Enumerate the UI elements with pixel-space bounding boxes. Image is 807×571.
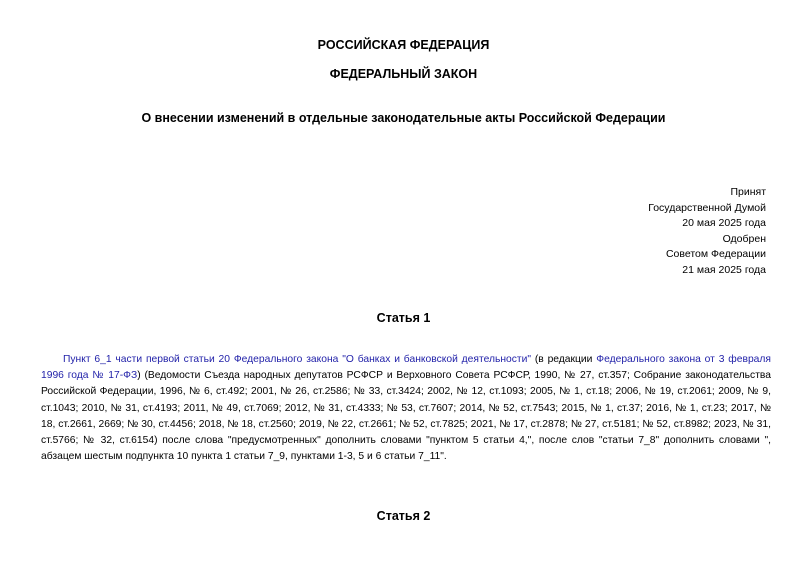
law-title: О внесении изменений в отдельные законодательные акты Российской Федерации — [141, 111, 666, 125]
adoption-line-duma-date: 20 мая 2025 года — [682, 217, 766, 229]
adoption-block — [648, 185, 766, 278]
adoption-line-approved: Одобрен — [722, 232, 766, 245]
law-link-banks[interactable]: Пункт 6_1 части первой статьи 20 Федерального закона "О банках и банковской деятельности" — [63, 354, 532, 365]
article-2-heading: Статья 2 — [376, 509, 431, 523]
country-heading: РОССИЙСКАЯ ФЕДЕРАЦИЯ — [317, 38, 490, 52]
document-type-heading: ФЕДЕРАЛЬНЫЙ ЗАКОН — [329, 67, 478, 81]
article-1-heading: Статья 1 — [376, 311, 431, 325]
law-link-amendment[interactable]: Федерального закона от 3 февраля 1996 года № 17-ФЗ — [41, 354, 771, 382]
adoption-line-council-date: 21 мая 2025 года — [682, 263, 766, 276]
article-1-text-part-1: (в редакции — [531, 354, 597, 365]
adoption-line-federation-council: Советом Федерации — [665, 248, 766, 260]
adoption-line-state-duma: Государственной Думой — [648, 201, 766, 214]
adoption-line-adopted: Принят — [730, 186, 766, 198]
article-1-paragraph — [41, 352, 771, 465]
article-1-text-part-2: ) (Ведомости Съезда народных депутатов РСФСР и Верховного Совета РСФСР, 1990, № 27, ст.357; Собрание законодательства Российской Федерации, 1996, № 6, ст.492; 2001, № 26, ст.2586; № 33, ст.3424; 2002, № 12, ст.1093; 2005, № 1, ст.18; 2006, № 19, ст.2061; 2009, № 9, ст.1043; 2010, № 31, ст.4193; 2011, № 49, ст.7069; 2012, № 31, ст.4333; № 53, ст.7607; 2014, № 52, ст.7543; 2015, № 1, ст.37; 2016, № 1, ст.23; 2017, № 18, ст.2661, 2669; № 30, ст.4456; 2018, № 18, ст.2560; 2019, № 22, ст.2661; № 52, ст.7825; 2021, № 17, ст.2878; № 27, ст.5181; № 52, ст.8982; 2023, № 31, ст.5766; № 32, ст.6154) после слова "предусмотренных" дополнить словами "пунктом 5 статьи 4,", после слов "статьи 7_8" дополнить словами ", абзацем шестым подпункта 10 пункта 1 статьи 7_9, пунктами 1-3, 5 и 6 статьи 7_11". — [41, 370, 771, 463]
